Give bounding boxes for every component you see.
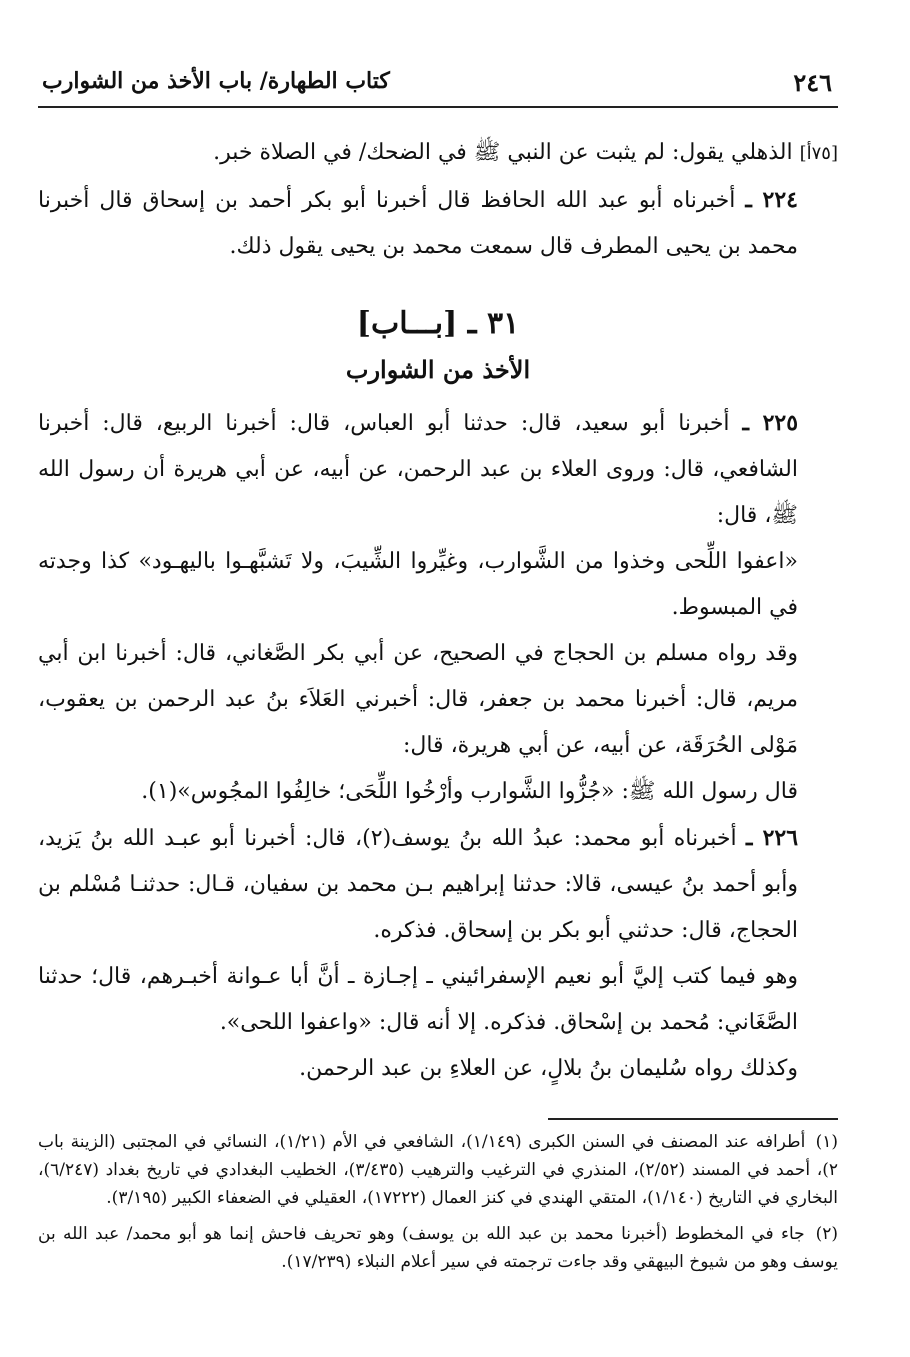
footnote-text: جاء في المخطوط (أخبرنا محمد بن عبد الله بن يوسف) وهو تحريف فاحش إنما هو أبو محمد/ عبد الله بن يوسف وهو من شيوخ البيهقي وقد جاءت ترجمته في سير أعلام النبلاء (١٧/٢٣٩).	[38, 1224, 838, 1272]
paragraph-abu-nuaym: وهو فيما كتب إليَّ أبو نعيم الإسفرائيني ـ إجـازة ـ أنَّ أبا عـوانة أخبـرهم، قال؛ حدثنا الصَّغَاني: مُحمد بن إسْحاق. فذكره. إلا أنه قال: «واعفوا اللحى».	[38, 964, 798, 1035]
hadith-number-226: ٢٢٦ ـ	[746, 825, 799, 851]
footnote-1	[38, 1128, 838, 1212]
paragraph-muslim: وقد رواه مسلم بن الحجاج في الصحيح، عن أبي بكر الصَّغاني، قال: أخبرنا ابن أبي مريم، قال: أخبرنا محمد بن جعفر، قال: أخبرني العَلاَء بنُ عبد الرحمن بن يعقوب، مَوْلى الحُرَقَة، عن أبيه، عن أبي هريرة، قال:	[38, 641, 798, 758]
hadith-quote-2: قال رسول الله ﷺ: «جُزُّوا الشَّوارب وأرْخُوا اللِّحَى؛ خالِفُوا المجُوس»(١).	[141, 779, 798, 804]
hadith-number-224: ٢٢٤ ـ	[745, 187, 798, 213]
paragraph-226	[38, 815, 838, 954]
hadith-text-225: أخبرنا أبو سعيد، قال: حدثنا أبو العباس، قال: أخبرنا الربيع، قال: أخبرنا الشافعي، قال: وروى العلاء بن عبد الرحمن، عن أبيه، عن أبي هريرة أن رسول الله ﷺ، قال:	[38, 411, 798, 528]
hadith-text-224: أخبرناه أبو عبد الله الحافظ قال أخبرنا أبو بكر أحمد بن إسحاق قال أخبرنا محمد بن يحيى المطرف قال سمعت محمد بن يحيى يقول ذلك.	[38, 188, 798, 259]
hadith-number-225: ٢٢٥ ـ	[742, 410, 799, 436]
paragraph-225	[38, 400, 838, 539]
hadith-quote-1: «اعفوا اللِّحى وخذوا من الشَّوارب، وغيِّروا الشِّيبَ، ولا تَشبَّهـوا باليهـود» كذا وجدته في المبسوط.	[38, 549, 798, 620]
document-page	[38, 58, 838, 1276]
dhuhli-text: الذهلي يقول: لم يثبت عن النبي ﷺ في الضحك/ في الصلاة خبر.	[213, 140, 793, 165]
chapter-heading	[38, 298, 838, 390]
paragraph-224	[38, 177, 838, 270]
footnote-mark: (٢)	[815, 1224, 838, 1244]
running-title: كتاب الطهارة/ باب الأخذ من الشوارب	[42, 68, 390, 94]
hadith-text-226: أخبرناه أبو محمد: عبدُ الله بنُ يوسف(٢)، قال: أخبرنا أبو عبـد الله بنُ يَزيد، وأبو أحمد بنُ عيسى، قالا: حدثنا إبراهيم بـن محمد بن سفيان، قـال: حدثنـا مُسْلم بن الحجاج، قال: حدثني أبو بكر بن إسحاق. فذكره.	[38, 826, 798, 943]
chapter-title: الأخذ من الشوارب	[345, 355, 531, 384]
footnote-text: أطرافه عند المصنف في السنن الكبرى (١/١٤٩)، الشافعي في الأم (١/٢١)، النسائي في المجتبى (الزينة باب ٢)، أحمد في المسند (٢/٥٢)، المنذري في الترغيب والترهيب (٣/٤٣٥)، الخطيب البغدادي في تاريخ بغداد (٦/٢٤٧)، البخاري في التاريخ (١/١٤٠)، المتقي الهندي في كنز العمال (١٧٢٢٢)، العقيلي في الضعفاء الكبير (٣/١٩٥).	[38, 1132, 838, 1208]
footnote-mark: (١)	[815, 1132, 839, 1152]
paragraph-dhuhli	[38, 130, 838, 177]
page-header	[38, 58, 838, 108]
footnote-separator	[548, 1118, 838, 1120]
page-number: ٢٤٦	[793, 68, 832, 97]
manuscript-folio-marker: [٧٥أ]	[799, 143, 838, 164]
paragraph-sulayman: وكذلك رواه سُليمان بنُ بلالٍ، عن العلاءِ بن عبد الرحمن.	[299, 1056, 798, 1081]
chapter-number: ٣١ ـ [بـــاب]	[356, 306, 520, 341]
footnote-2	[38, 1220, 838, 1276]
